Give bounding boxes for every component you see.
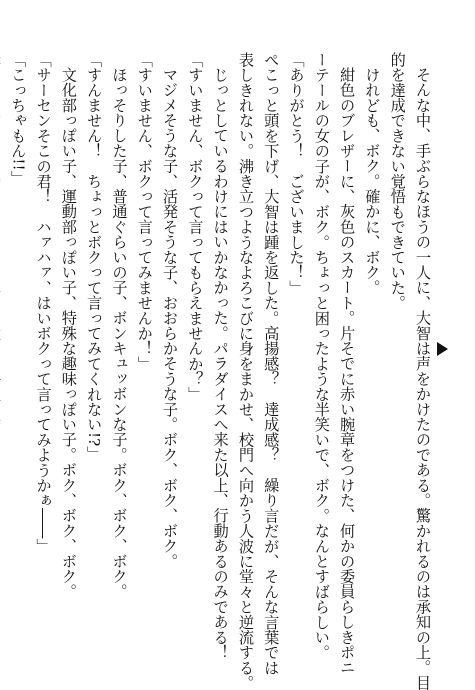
text-line: けれども、ボク。確かに、ボク。 [363, 67, 382, 296]
text-line: 表しきれない。沸き立つようなよろこびに身をまかせ、校門へ向かう人波に堂々と逆流する。 [236, 52, 255, 690]
text-line: ほっそりした子、普通ぐらいの子、ボンキュッボンな子。ボク、ボク、ボク。 [110, 67, 129, 600]
text-line: そんな中、手ぶらなほうの一人に、大智は声をかけたのである。驚かれるのは承知の上。目 [414, 67, 432, 690]
text-line: 「サーセンそこの君！ ハァハァ、はいボクって言ってみようかぁ――」 [34, 52, 53, 554]
text-line: 「すいません、ボクって言ってもらえませんか？」 [186, 52, 205, 402]
vertical-text-block [0, 52, 435, 690]
text-line: 「こっちゃもん!!」 [9, 52, 28, 186]
text-line: 「ありがとう！ ございました！」 [287, 52, 306, 296]
text-line [0, 52, 5, 627]
text-line: ぺこっと頭を下げ、大智は踵を返した。高揚感？ 達成感？ 繰り言だが、そんな言葉では [262, 52, 281, 676]
text-line: じっとしているわけにはいかなかった。パラダイスへ来た以上、行動あるのみである！ [211, 67, 230, 660]
text-line: マジメそうな子、活発そうな子、おおらかそうな子。ボク、ボク、ボク。 [161, 67, 180, 569]
page-turn-arrow-icon[interactable] [437, 342, 448, 356]
text-line: 文化部っぽい子、運動部っぽい子、特殊な趣味っぽい子。ボク、ボク、ボク。 [59, 67, 78, 600]
text-line: 的を達成できない覚悟もできていた。 [388, 52, 407, 311]
text-line: 「すんません！ ちょっとボクって言ってみてくれない!?」 [85, 52, 104, 462]
text-line: 紺色のブレザーに、灰色のスカート。片そでに赤い腕章をつけた、何かの委員らしきポニ [338, 67, 357, 676]
text-line: 「すいません、ボクって言ってみませんか！」 [135, 52, 154, 372]
text-line: ーテールの女の子が、ボク。ちょっと困ったような半笑いで、ボク。なんとすばらしい。 [312, 52, 331, 660]
